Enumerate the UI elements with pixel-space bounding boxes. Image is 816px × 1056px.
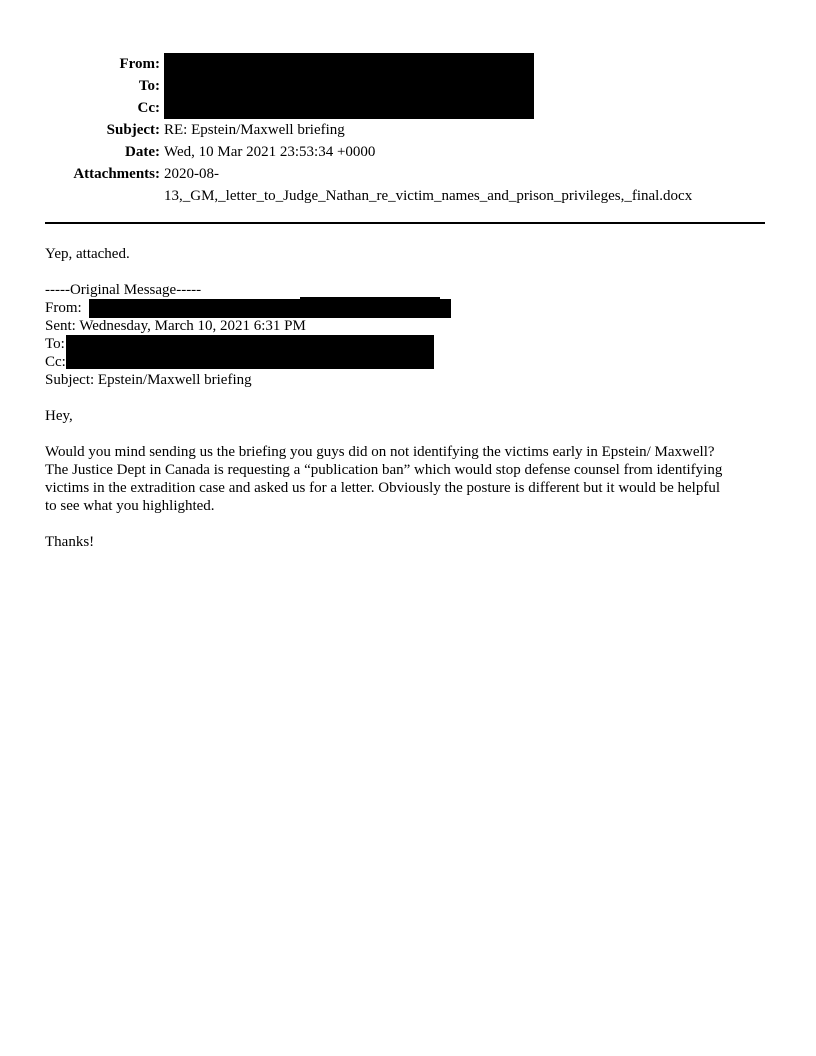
cc-label: Cc: xyxy=(137,100,160,116)
attachments-value xyxy=(164,163,764,207)
original-to-cc-redaction xyxy=(66,335,434,369)
header-attachments-row xyxy=(0,163,816,203)
original-sent-line: Sent: Wednesday, March 10, 2021 6:31 PM xyxy=(45,318,306,334)
body-line-1: Would you mind sending us the briefing you guys did on not identifying the victims early in Epstein/ Maxwell? xyxy=(45,444,715,460)
original-to-line: To: xyxy=(45,336,65,352)
attachment-filename-line1: 2020-08- xyxy=(164,166,219,182)
original-cc-line: Cc: xyxy=(45,354,66,370)
attachment-filename-line2: 13,_GM,_letter_to_Judge_Nathan_re_victim_names_and_prison_privileges,_final.docx xyxy=(164,188,693,204)
from-label: From: xyxy=(119,56,160,72)
original-from-redaction-top xyxy=(300,297,440,301)
original-subject-line: Subject: Epstein/Maxwell briefing xyxy=(45,372,252,388)
header-date-row xyxy=(0,141,816,163)
attachments-label: Attachments: xyxy=(73,166,160,182)
header-divider xyxy=(45,222,765,224)
original-separator: -----Original Message----- xyxy=(45,282,202,298)
original-from-redaction xyxy=(89,299,451,318)
blank-line xyxy=(45,515,770,533)
subject-value: RE: Epstein/Maxwell briefing xyxy=(164,122,345,138)
date-value: Wed, 10 Mar 2021 23:53:34 +0000 xyxy=(164,144,376,160)
body-line-4: to see what you highlighted. xyxy=(45,498,215,514)
header-subject-row xyxy=(0,119,816,141)
header-redaction-block xyxy=(164,53,534,119)
to-label: To: xyxy=(138,78,160,94)
reply-body xyxy=(45,245,770,263)
date-label: Date: xyxy=(125,144,160,160)
reply-text: Yep, attached. xyxy=(45,246,130,262)
body-line-3: victims in the extradition case and asked us for a letter. Obviously the posture is different but it would be helpful xyxy=(45,480,720,496)
original-from-line: From: xyxy=(45,300,82,316)
body-line-2: The Justice Dept in Canada is requesting a “publication ban” which would stop defense counsel from identifying xyxy=(45,462,723,478)
closing: Thanks! xyxy=(45,534,95,550)
blank-line xyxy=(45,389,770,407)
original-message xyxy=(45,281,770,551)
subject-label: Subject: xyxy=(106,122,160,138)
greeting: Hey, xyxy=(45,408,73,424)
blank-line xyxy=(45,425,770,443)
